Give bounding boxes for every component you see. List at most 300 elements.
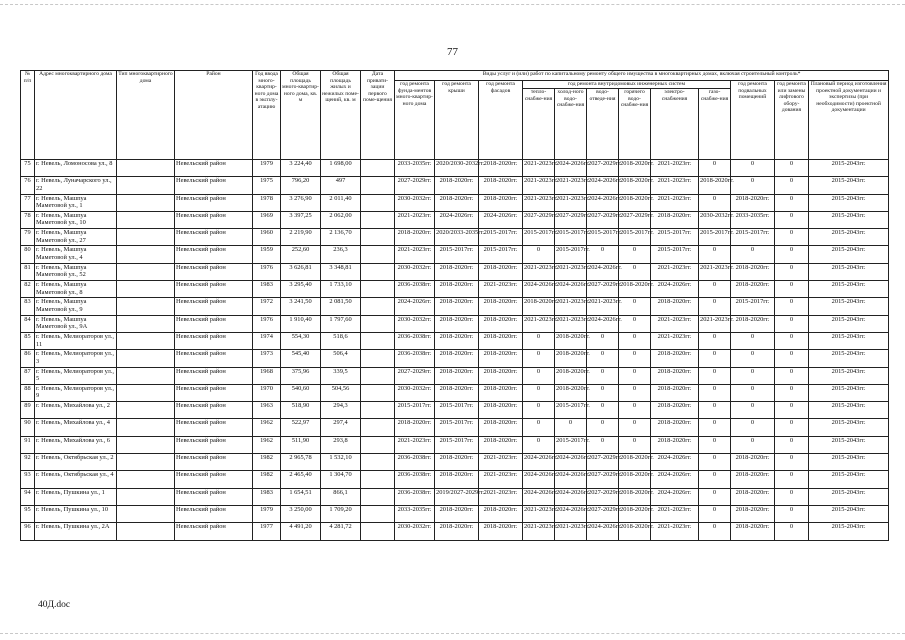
cell-foundation: 2030-2032гг. [395,315,435,332]
cell-num: 89 [21,402,35,419]
cell-type [117,523,175,540]
cell-heat: 2027-2029гг. [523,211,555,228]
cell-type [117,229,175,246]
cell-gas: 0 [699,367,731,384]
cell-cold-water: 2024-2026гг. [555,471,587,488]
cell-year-built: 1968 [253,367,281,384]
cell-gas: 0 [699,384,731,401]
cell-year-built: 1979 [253,160,281,177]
cell-lift: 0 [775,211,809,228]
cell-gas: 2021-2023гг. [699,315,731,332]
cell-sewer: 2024-2026гг. [587,523,619,540]
cell-lift: 0 [775,505,809,522]
cell-foundation: 2021-2023гг. [395,246,435,263]
cell-type [117,505,175,522]
capital-repair-table [20,70,889,541]
cell-gas: 0 [699,419,731,436]
cell-total-area: 3 397,25 [281,211,321,228]
cell-basement: 2018-2020гг. [731,454,775,471]
cell-heat: 2021-2023гг. [523,160,555,177]
cell-district: Невельский район [175,281,253,298]
cell-heat: 2021-2023гг. [523,177,555,194]
cell-living-area: 2 062,00 [321,211,361,228]
cell-roof: 2015-2017гг. [435,436,479,453]
cell-living-area: 518,6 [321,332,361,349]
cell-foundation: 2036-2038гг. [395,281,435,298]
cell-year-built: 1983 [253,488,281,505]
table-row [21,402,889,419]
cell-district: Невельский район [175,367,253,384]
cell-total-area: 545,40 [281,350,321,367]
cell-total-area: 375,96 [281,367,321,384]
cell-living-area: 1 698,00 [321,160,361,177]
cell-living-area: 294,3 [321,402,361,419]
cell-sewer: 0 [587,419,619,436]
cell-address: г. Невель, Октябрьская ул., 4 [35,471,117,488]
cell-sewer: 0 [587,402,619,419]
cell-total-area: 1 654,51 [281,488,321,505]
cell-gas: 0 [699,350,731,367]
cell-sewer: 2024-2026гг. [587,177,619,194]
cell-total-area: 522,97 [281,419,321,436]
cell-living-area: 866,1 [321,488,361,505]
cell-address: г. Невель, Михайлова ул., 6 [35,436,117,453]
cell-facade: 2015-2017гг. [479,229,523,246]
cell-lift: 0 [775,298,809,315]
cell-basement: 2018-2020гг. [731,488,775,505]
cell-roof: 2015-2017гг. [435,246,479,263]
cell-cold-water: 2018-2020гг. [555,332,587,349]
cell-heat: 0 [523,350,555,367]
table-row [21,194,889,211]
cell-heat: 2021-2023гг. [523,194,555,211]
cell-type [117,246,175,263]
cell-roof: 2018-2020гг. [435,454,479,471]
cell-planned: 2015-2043гг. [809,523,889,540]
cell-sewer: 2015-2017гг. [587,229,619,246]
cell-hot-water: 0 [619,350,651,367]
cell-hot-water: 0 [619,367,651,384]
cell-year-built: 1978 [253,194,281,211]
cell-heat: 2024-2026гг. [523,471,555,488]
table-row [21,281,889,298]
cell-district: Невельский район [175,523,253,540]
cell-district: Невельский район [175,454,253,471]
cell-roof: 2018-2020гг. [435,315,479,332]
cell-cold-water: 2018-2020гг. [555,384,587,401]
cell-num: 75 [21,160,35,177]
cell-planned: 2015-2043гг. [809,332,889,349]
cell-heat: 2021-2023гг. [523,505,555,522]
cell-planned: 2015-2043гг. [809,436,889,453]
cell-foundation: 2027-2029гг. [395,367,435,384]
cell-type [117,281,175,298]
cell-basement: 2018-2020гг. [731,471,775,488]
cell-roof: 2018-2020гг. [435,177,479,194]
cell-sewer: 2024-2026гг. [587,315,619,332]
cell-num: 83 [21,298,35,315]
cell-district: Невельский район [175,402,253,419]
cell-living-area: 339,5 [321,367,361,384]
cell-living-area: 1 709,20 [321,505,361,522]
cell-living-area: 2 081,50 [321,298,361,315]
cell-heat: 0 [523,332,555,349]
table-row [21,419,889,436]
cell-num: 84 [21,315,35,332]
cell-gas: 0 [699,194,731,211]
header-num: № п/п [21,71,35,160]
cell-cold-water: 2021-2023гг. [555,315,587,332]
cell-hot-water: 2018-2020гг. [619,281,651,298]
table-row [21,177,889,194]
cell-address: г. Невель, Пушкина ул., 1 [35,488,117,505]
cell-address: г. Невель, Мелиораторов ул., 11 [35,332,117,349]
cell-living-area: 1 532,10 [321,454,361,471]
cell-type [117,350,175,367]
cell-gas: 2021-2023гг. [699,263,731,280]
cell-electric: 2018-2020гг. [651,367,699,384]
cell-planned: 2015-2043гг. [809,194,889,211]
cell-electric: 2024-2026гг. [651,488,699,505]
cell-living-area: 4 281,72 [321,523,361,540]
cell-year-built: 1983 [253,281,281,298]
cell-lift: 0 [775,177,809,194]
table-row [21,384,889,401]
cell-district: Невельский район [175,194,253,211]
cell-gas: 0 [699,298,731,315]
cell-electric: 2024-2026гг. [651,281,699,298]
cell-sewer: 2027-2029гг. [587,454,619,471]
cell-year-built: 1979 [253,505,281,522]
cell-address: г. Невель, Мелиораторов ул., 3 [35,350,117,367]
cell-facade: 2018-2020гг. [479,367,523,384]
cell-electric: 2021-2023гг. [651,263,699,280]
cell-cold-water: 2024-2026гг. [555,454,587,471]
cell-facade: 2015-2017гг. [479,246,523,263]
cell-planned: 2015-2043гг. [809,298,889,315]
cell-foundation: 2018-2020гг. [395,419,435,436]
cell-planned: 2015-2043гг. [809,471,889,488]
cell-gas: 2015-2017гг. [699,229,731,246]
cell-hot-water: 0 [619,436,651,453]
cell-year-built: 1977 [253,523,281,540]
cell-electric: 2015-2017гг. [651,229,699,246]
cell-sewer: 2027-2029гг. [587,211,619,228]
cell-type [117,402,175,419]
header-facade: год ремонта фасадов [479,81,523,160]
cell-address: г. Невель, Пушкина ул., 10 [35,505,117,522]
cell-lift: 0 [775,263,809,280]
cell-hot-water: 0 [619,384,651,401]
cell-facade: 2018-2020гг. [479,384,523,401]
cell-planned: 2015-2043гг. [809,367,889,384]
cell-num: 78 [21,211,35,228]
cell-basement: 2018-2020гг. [731,315,775,332]
cell-electric: 2018-2020гг. [651,402,699,419]
cell-electric: 2021-2023гг. [651,332,699,349]
cell-foundation: 2036-2038гг. [395,332,435,349]
cell-heat: 2024-2026гг. [523,454,555,471]
cell-privatization [361,384,395,401]
cell-cold-water: 2021-2023гг. [555,298,587,315]
cell-basement: 0 [731,367,775,384]
cell-district: Невельский район [175,298,253,315]
cell-lift: 0 [775,315,809,332]
cell-planned: 2015-2043гг. [809,454,889,471]
cell-num: 76 [21,177,35,194]
cell-gas: 0 [699,332,731,349]
cell-type [117,177,175,194]
header-foundation: год ремонта фунда-ментов много-квартир-ного дома [395,81,435,160]
table-row [21,315,889,332]
cell-living-area: 2 136,70 [321,229,361,246]
cell-privatization [361,281,395,298]
cell-year-built: 1959 [253,246,281,263]
table-row [21,436,889,453]
table-row [21,367,889,384]
cell-lift: 0 [775,332,809,349]
cell-address: г. Невель, Пушкина ул., 2А [35,523,117,540]
cell-num: 94 [21,488,35,505]
cell-year-built: 1976 [253,263,281,280]
cell-type [117,436,175,453]
cell-num: 91 [21,436,35,453]
cell-basement: 2015-2017гг. [731,298,775,315]
cell-heat: 0 [523,384,555,401]
cell-lift: 0 [775,471,809,488]
cell-sewer: 2027-2029гг. [587,281,619,298]
cell-hot-water: 0 [619,315,651,332]
cell-heat: 0 [523,246,555,263]
cell-electric: 2021-2023гг. [651,160,699,177]
cell-privatization [361,419,395,436]
cell-electric: 2018-2020гг. [651,419,699,436]
cell-district: Невельский район [175,263,253,280]
cell-hot-water: 2018-2020гг. [619,471,651,488]
cell-privatization [361,263,395,280]
cell-cold-water: 2015-2017гг. [555,246,587,263]
cell-roof: 2018-2020гг. [435,523,479,540]
cell-cold-water: 2015-2017гг. [555,229,587,246]
header-address: Адрес многоквартирного дома [35,71,117,160]
cell-type [117,419,175,436]
cell-address: г. Невель, Машпуа Маметовой ул., 9А [35,315,117,332]
cell-living-area: 506,4 [321,350,361,367]
cell-heat: 0 [523,367,555,384]
cell-district: Невельский район [175,229,253,246]
cell-living-area: 497 [321,177,361,194]
cell-lift: 0 [775,436,809,453]
cell-planned: 2015-2043гг. [809,402,889,419]
cell-roof: 2015-2017гг. [435,419,479,436]
cell-foundation: 2030-2032гг. [395,194,435,211]
cell-foundation: 2036-2038гг. [395,454,435,471]
cell-num: 79 [21,229,35,246]
cell-facade: 2021-2023гг. [479,488,523,505]
cell-privatization [361,367,395,384]
cell-roof: 2020/2033-2035гг. [435,229,479,246]
cell-planned: 2015-2043гг. [809,488,889,505]
cell-privatization [361,523,395,540]
header-district: Район [175,71,253,160]
cell-hot-water: 0 [619,332,651,349]
cell-privatization [361,160,395,177]
cell-cold-water: 0 [555,419,587,436]
table-row [21,523,889,540]
cell-foundation: 2036-2038гг. [395,350,435,367]
cell-planned: 2015-2043гг. [809,315,889,332]
cell-heat: 0 [523,402,555,419]
cell-address: г. Невель, Машпуа Маметовой ул., 10 [35,211,117,228]
cell-cold-water: 2024-2026гг. [555,505,587,522]
cell-year-built: 1962 [253,419,281,436]
cell-heat: 0 [523,436,555,453]
cell-sewer: 2024-2026гг. [587,263,619,280]
cell-roof: 2018-2020гг. [435,384,479,401]
cell-total-area: 3 626,81 [281,263,321,280]
cell-privatization [361,471,395,488]
cell-year-built: 1963 [253,402,281,419]
cell-facade: 2018-2020гг. [479,523,523,540]
cell-gas: 0 [699,246,731,263]
cell-electric: 2021-2023гг. [651,523,699,540]
cell-foundation: 2033-2035гг. [395,505,435,522]
header-sewer: водо-отведе-ния [587,89,619,160]
header-basement: год ремонта подвальных помещений [731,81,775,160]
cell-foundation: 2030-2032гг. [395,263,435,280]
cell-hot-water: 2018-2020гг. [619,454,651,471]
cell-type [117,160,175,177]
cell-year-built: 1982 [253,471,281,488]
cell-living-area: 236,3 [321,246,361,263]
cell-lift: 0 [775,194,809,211]
cell-cold-water: 2027-2029гг. [555,211,587,228]
cell-foundation: 2027-2029гг. [395,177,435,194]
cell-privatization [361,454,395,471]
cell-heat: 2024-2026гг. [523,281,555,298]
cell-basement: 0 [731,246,775,263]
cell-address: г. Невель, Машпуа Маметовой ул., 52 [35,263,117,280]
cell-planned: 2015-2043гг. [809,211,889,228]
cell-privatization [361,298,395,315]
cell-roof: 2020/2030-2032гг. [435,160,479,177]
cell-cold-water: 2021-2023гг. [555,194,587,211]
cell-foundation: 2036-2038гг. [395,488,435,505]
cell-privatization [361,402,395,419]
cell-total-area: 2 465,40 [281,471,321,488]
cell-planned: 2015-2043гг. [809,281,889,298]
cell-lift: 0 [775,350,809,367]
cell-address: г. Невель, Машпуа Маметовой ул., 4 [35,246,117,263]
cell-facade: 2021-2023гг. [479,471,523,488]
table-row [21,505,889,522]
cell-heat: 2024-2026гг. [523,488,555,505]
cell-num: 80 [21,246,35,263]
cell-lift: 0 [775,523,809,540]
cell-hot-water: 2015-2017гг. [619,229,651,246]
cell-electric: 2018-2020гг. [651,211,699,228]
cell-heat: 2021-2023гг. [523,263,555,280]
cell-hot-water: 2027-2029гг. [619,211,651,228]
cell-gas: 0 [699,281,731,298]
table-row [21,350,889,367]
cell-hot-water: 2018-2020гг. [619,488,651,505]
cell-electric: 2021-2023гг. [651,194,699,211]
scan-edge-top [0,4,905,6]
cell-total-area: 252,60 [281,246,321,263]
cell-hot-water: 0 [619,419,651,436]
cell-year-built: 1962 [253,436,281,453]
cell-facade: 2018-2020гг. [479,263,523,280]
cell-privatization [361,436,395,453]
cell-district: Невельский район [175,419,253,436]
cell-privatization [361,332,395,349]
cell-foundation: 2033-2035гг. [395,160,435,177]
cell-living-area: 293,8 [321,436,361,453]
cell-type [117,471,175,488]
cell-electric: 2021-2023гг. [651,315,699,332]
cell-gas: 0 [699,454,731,471]
cell-district: Невельский район [175,505,253,522]
cell-gas: 2018-2020гг. [699,177,731,194]
cell-total-area: 796,20 [281,177,321,194]
cell-planned: 2015-2043гг. [809,263,889,280]
cell-num: 92 [21,454,35,471]
header-heat: тепло-снабже-ния [523,89,555,160]
header-engineering-group: год ремонта внутридомовых инженерных систем [523,81,731,89]
cell-electric: 2018-2020гг. [651,384,699,401]
cell-hot-water: 0 [619,263,651,280]
cell-privatization [361,177,395,194]
cell-basement: 2018-2020гг. [731,505,775,522]
header-lift: год ремонта или замены лифтового обору-дования [775,81,809,160]
cell-sewer: 2027-2029гг. [587,505,619,522]
cell-district: Невельский район [175,160,253,177]
cell-lift: 0 [775,419,809,436]
cell-electric: 2021-2023гг. [651,505,699,522]
cell-roof: 2015-2017гг. [435,402,479,419]
cell-sewer: 0 [587,384,619,401]
cell-total-area: 3 295,40 [281,281,321,298]
cell-district: Невельский район [175,350,253,367]
cell-lift: 0 [775,281,809,298]
cell-facade: 2024-2026гг. [479,211,523,228]
cell-address: г. Невель, Машпуа Маметовой ул., 1 [35,194,117,211]
cell-cold-water: 2024-2026гг. [555,281,587,298]
table-row [21,229,889,246]
cell-basement: 0 [731,384,775,401]
cell-sewer: 0 [587,436,619,453]
cell-hot-water: 2018-2020гг. [619,523,651,540]
header-hot-water: горячего водо-снабже-ния [619,89,651,160]
capital-repair-table-wrap [20,70,888,541]
cell-facade: 2021-2023гг. [479,281,523,298]
cell-electric: 2024-2026гг. [651,454,699,471]
cell-roof: 2018-2020гг. [435,281,479,298]
cell-electric: 2018-2020гг. [651,350,699,367]
cell-facade: 2018-2020гг. [479,194,523,211]
cell-privatization [361,488,395,505]
cell-num: 85 [21,332,35,349]
cell-cold-water: 2018-2020гг. [555,350,587,367]
cell-lift: 0 [775,384,809,401]
cell-privatization [361,194,395,211]
cell-facade: 2018-2020гг. [479,298,523,315]
cell-facade: 2018-2020гг. [479,350,523,367]
cell-foundation: 2030-2032гг. [395,384,435,401]
cell-total-area: 4 491,20 [281,523,321,540]
cell-type [117,315,175,332]
